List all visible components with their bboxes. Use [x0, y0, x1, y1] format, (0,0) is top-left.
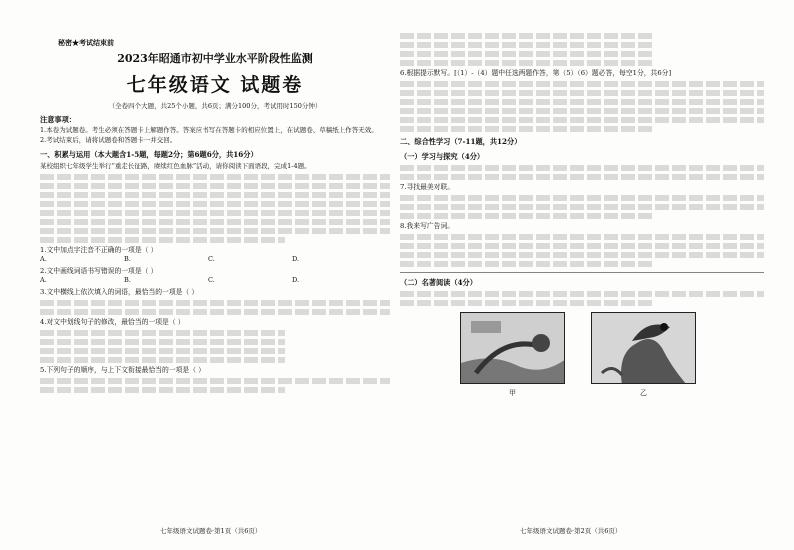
notice-item-2: 2.考试结束后，请将试题卷和答题卡一并交回。: [40, 136, 177, 144]
option-c: C.: [208, 255, 215, 263]
option-d: D.: [292, 276, 300, 284]
answer-line: [400, 126, 655, 132]
question-4: 4.对文中划线句子的修改，最恰当的一项是（ ）: [40, 318, 185, 326]
exam-title: 2023年昭通市初中学业水平阶段性监测: [117, 52, 313, 65]
confidential-mark: 秘密★考试结束前: [58, 38, 114, 47]
illustration-a-label: 甲: [509, 389, 516, 397]
answer-line: [400, 117, 764, 123]
illustration-a: [460, 312, 565, 398]
option-line: [40, 300, 390, 306]
question-8: 8.我来写广告词。: [400, 222, 455, 230]
question-6: 6.根据提示默写。[（1）-（4）题中任选两题作答，第（5）（6）题必答，每空1分，共6分]: [400, 69, 672, 77]
passage-line: [40, 378, 390, 384]
passage-line: [40, 387, 285, 393]
answer-line: [400, 81, 764, 87]
passage-line: [400, 300, 655, 306]
passage-line: [400, 261, 655, 267]
page-footer: 七年级语文试题卷·第2页（共6页）: [520, 527, 622, 535]
question-5: 5.下列句子的顺序，与上下文衔接最恰当的一项是（ ）: [40, 366, 205, 374]
option-a: A.: [40, 255, 47, 263]
paper-subtitle: （全卷四个大题，共25个小题，共6页；满分100分，考试用时150分钟）: [108, 102, 322, 110]
option-line: [400, 60, 655, 66]
passage-line: [40, 228, 390, 234]
question-1: 1.文中加点字注音不正确的一项是（ ）: [40, 246, 158, 254]
page-1: [40, 30, 390, 535]
subsection-1-heading: （一）学习与探究（4分）: [400, 152, 485, 161]
section-1-intro: 某校组织七年级学生举行“重走长征路，赓续红色血脉”活动，请你阅读下面语段，完成1-4题。: [40, 162, 311, 170]
passage-line: [400, 243, 764, 249]
option-line: [40, 330, 285, 336]
option-line: [40, 357, 285, 363]
illustration-b-image: [591, 312, 696, 384]
question-2-options: [40, 276, 390, 285]
passage-line: [400, 234, 764, 240]
notice-heading: 注意事项：: [40, 115, 76, 124]
option-b: B.: [124, 255, 131, 263]
passage-line: [40, 174, 390, 180]
passage-line: [40, 210, 390, 216]
option-line: [400, 42, 655, 48]
illustration-b-label: 乙: [640, 389, 647, 397]
passage-line: [40, 192, 390, 198]
option-c: C.: [208, 276, 215, 284]
answer-line: [400, 90, 764, 96]
passage-line: [40, 201, 390, 207]
passage-line: [40, 219, 390, 225]
illustration-a-image: [460, 312, 565, 384]
section-2-heading: 二、综合性学习（7-11题，共12分）: [400, 137, 522, 146]
passage-line: [40, 237, 285, 243]
passage-line: [400, 252, 764, 258]
notice-item-1: 1.本卷为试题卷。考生必须在答题卡上解题作答。答案应书写在答题卡的相应位置上，在试题卷、草稿纸上作答无效。: [40, 126, 378, 134]
option-b: B.: [124, 276, 131, 284]
paper-title: 七年级语文 试题卷: [126, 74, 304, 96]
answer-line: [400, 99, 764, 105]
option-a: A.: [40, 276, 47, 284]
answer-line: [400, 108, 764, 114]
subsection-2-heading: （二）名著阅读（4分）: [400, 278, 477, 287]
page-footer: 七年级语文试题卷·第1页（共6页）: [160, 527, 262, 535]
option-line: [40, 339, 285, 345]
section-1-heading: 一、积累与运用（本大题含1-5题，每题2分；第6题6分，共16分）: [40, 150, 258, 159]
passage-line: [400, 291, 764, 297]
question-7: 7.寻找最美对联。: [400, 183, 455, 191]
passage-line: [400, 213, 655, 219]
passage-line: [40, 183, 390, 189]
answer-rule: [400, 272, 764, 273]
passage-line: [400, 174, 764, 180]
question-3: 3.文中横线上依次填入的词语，最恰当的一项是（ ）: [40, 288, 199, 296]
illustration-row: [460, 312, 764, 398]
question-2: 2.文中画线词语书写错误的一项是（ ）: [40, 267, 158, 275]
option-line: [400, 51, 655, 57]
illustration-b: [591, 312, 696, 398]
passage-line: [400, 165, 764, 171]
passage-line: [400, 195, 764, 201]
passage-line: [400, 204, 764, 210]
page-2: [400, 30, 764, 535]
option-line: [400, 33, 655, 39]
option-d: D.: [292, 255, 300, 263]
option-line: [40, 309, 390, 315]
option-line: [40, 348, 285, 354]
question-1-options: [40, 255, 390, 264]
